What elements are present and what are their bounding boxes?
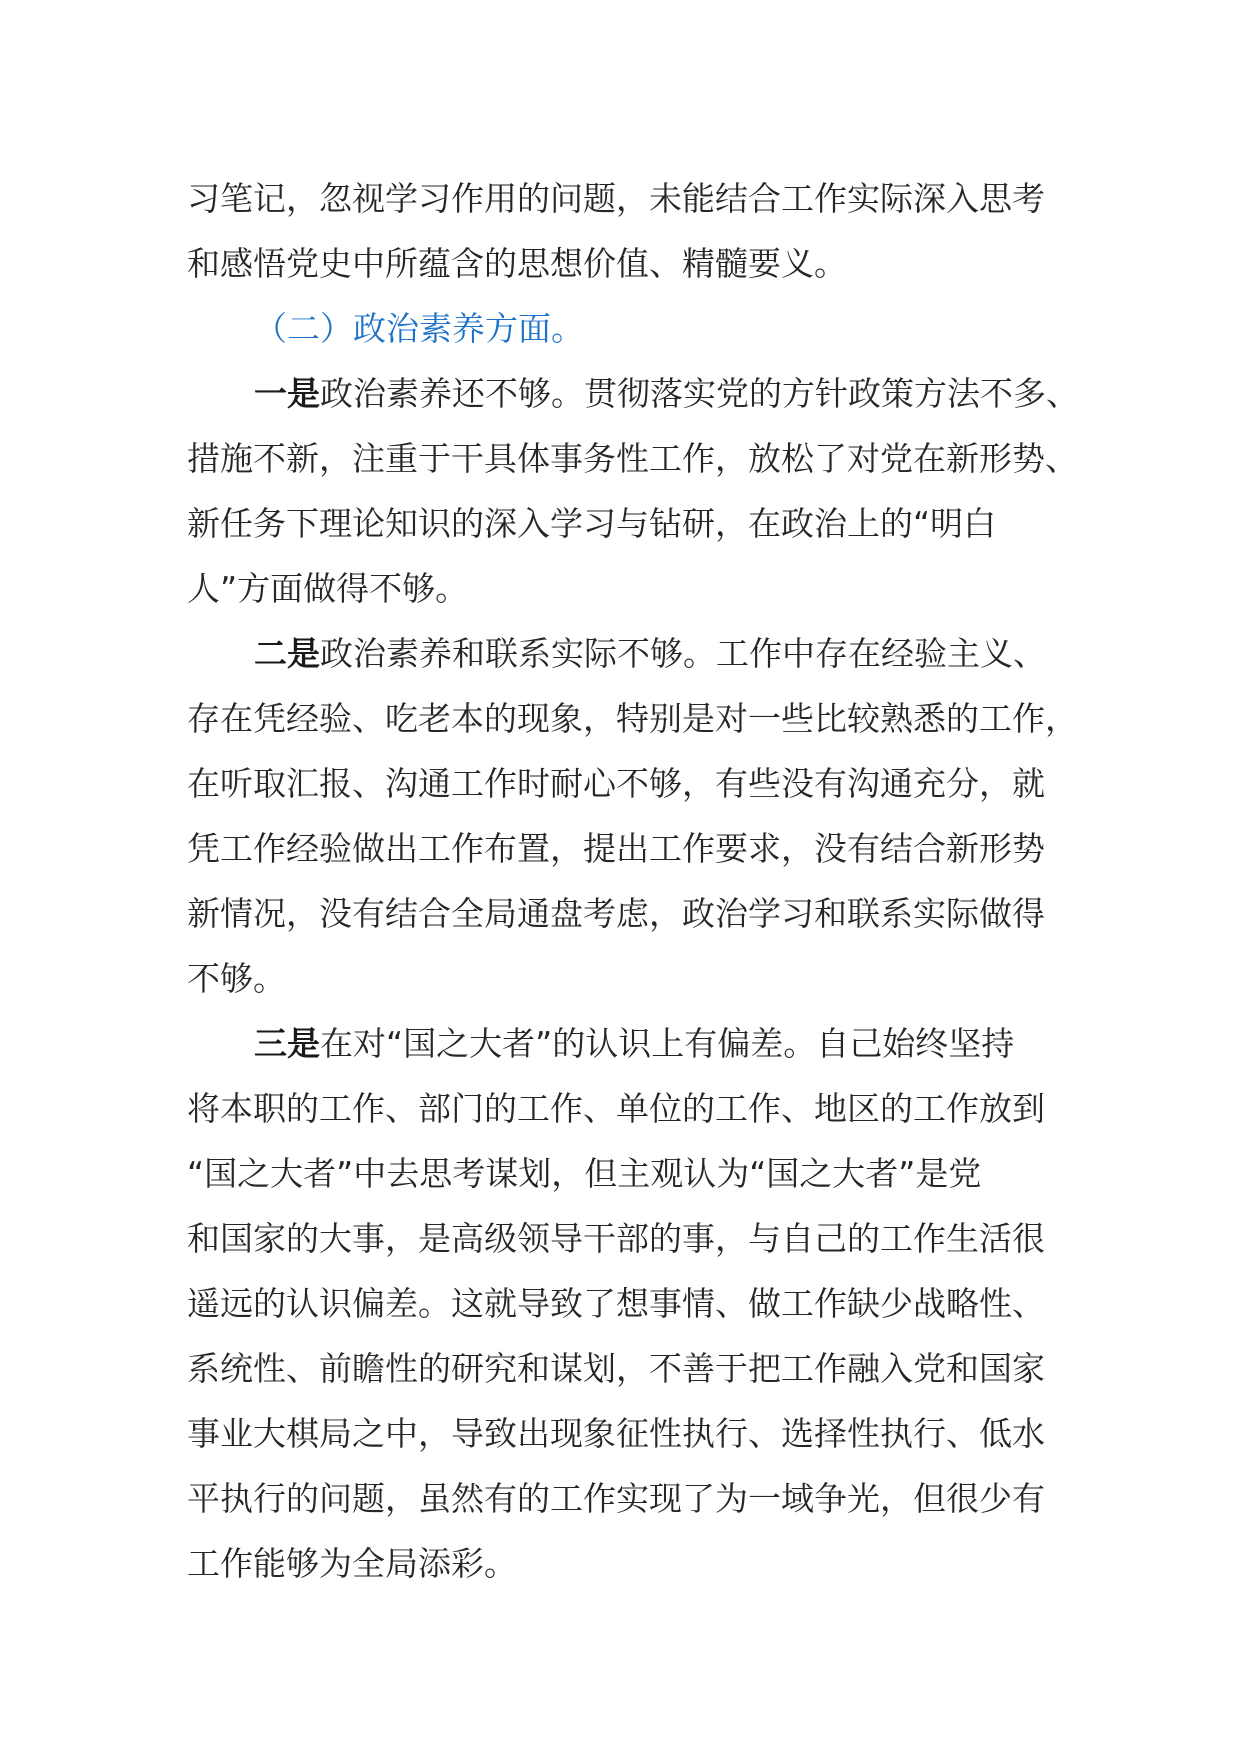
point-text: 政治素养和联系实际不够。工作中存在经验主义、 [320,634,1046,673]
text-line: 存在凭经验、吃老本的现象，特别是对一些比较熟悉的工作， [187,699,1078,738]
paragraph-point-two [187,621,1078,1011]
text-line: 习笔记，忽视学习作用的问题，未能结合工作实际深入思考 [187,179,1045,218]
point-text: 在对“国之大者”的认识上有偏差。自己始终坚持 [320,1024,1015,1063]
paragraph-intro [187,166,1057,296]
paragraph-point-one [187,361,1079,621]
text-line: 平执行的问题，虽然有的工作实现了为一域争光，但很少有 [187,1479,1045,1518]
text-line: 措施不新，注重于干具体事务性工作，放松了对党在新形势、 [187,439,1078,478]
text-line: 遥远的认识偏差。这就导致了想事情、做工作缺少战略性、 [187,1284,1045,1323]
point-lead: 二是 [254,634,320,673]
text-line: 新任务下理论知识的深入学习与钻研，在政治上的“明白 [187,504,997,543]
text-line: 和感悟党史中所蕴含的思想价值、精髓要义。 [187,244,847,283]
text-line [187,1011,1057,1076]
text-line: 系统性、前瞻性的研究和谋划，不善于把工作融入党和国家 [187,1349,1045,1388]
text-line: 人”方面做得不够。 [187,569,469,608]
point-text: 政治素养还不够。贯彻落实党的方针政策方法不多、 [320,374,1079,413]
text-line: 工作能够为全局添彩。 [187,1544,517,1583]
text-line [187,361,1079,426]
paragraph-point-three [187,1011,1057,1596]
text-line: 将本职的工作、部门的工作、单位的工作、地区的工作放到 [187,1089,1045,1128]
point-lead: 三是 [254,1024,320,1063]
section-heading: （二）政治素养方面。 [254,309,584,348]
text-line: 在听取汇报、沟通工作时耐心不够，有些没有沟通充分，就 [187,764,1045,803]
text-line: 和国家的大事，是高级领导干部的事，与自己的工作生活很 [187,1219,1045,1258]
point-lead: 一是 [254,374,320,413]
text-line: 事业大棋局之中，导致出现象征性执行、选择性执行、低水 [187,1414,1045,1453]
text-line [187,621,1057,686]
text-line: “国之大者”中去思考谋划，但主观认为“国之大者”是党 [187,1154,982,1193]
text-line: 新情况，没有结合全局通盘考虑，政治学习和联系实际做得 [187,894,1045,933]
document-body [187,166,1079,1596]
text-line: 凭工作经验做出工作布置，提出工作要求，没有结合新形势 [187,829,1045,868]
text-line: 不够。 [187,959,286,998]
